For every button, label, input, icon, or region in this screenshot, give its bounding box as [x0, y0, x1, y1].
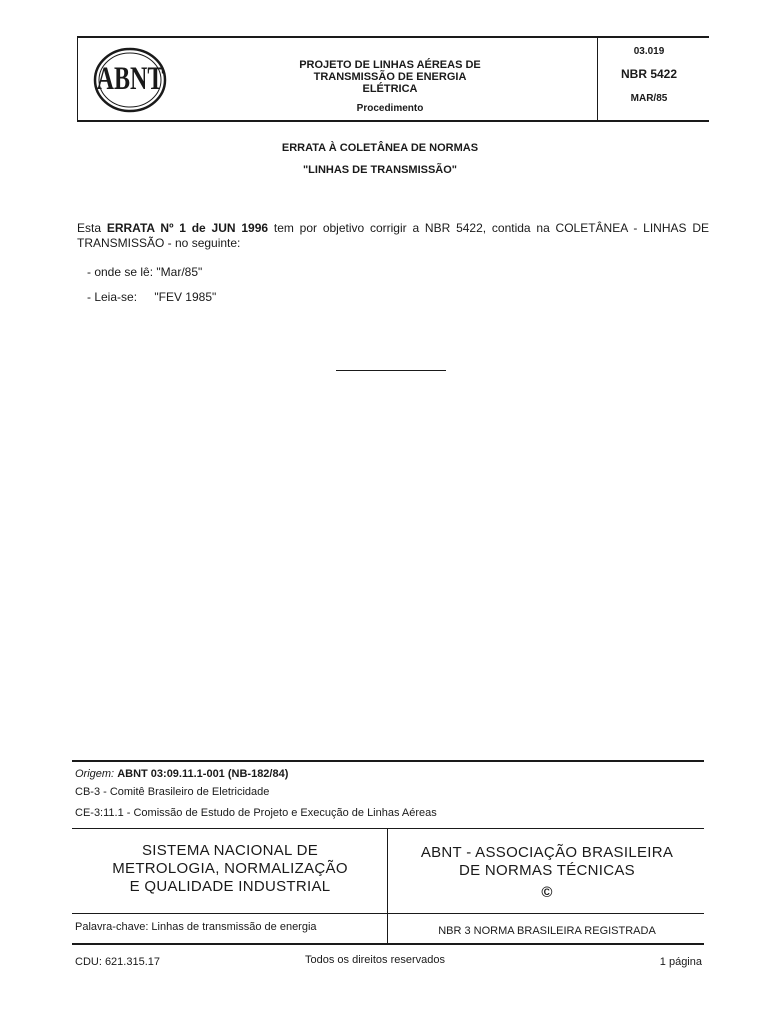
intro-prefix: Esta [77, 221, 102, 235]
ce-line: CE-3:11.1 - Comissão de Estudo de Projeto e Execução de Linhas Aéreas [75, 807, 437, 819]
header-divider [597, 36, 598, 122]
document-subtitle: Procedimento [356, 103, 424, 114]
item2-label: - Leia-se: [87, 290, 138, 304]
document-title-line-1: PROJETO DE LINHAS AÉREAS DE [299, 59, 481, 71]
origem-value: ABNT 03:09.11.1-001 (NB-182/84) [117, 768, 289, 780]
sinmetro-line-1: SISTEMA NACIONAL DE [141, 842, 319, 859]
origem-label: Origem: [75, 768, 115, 780]
origem-line [75, 768, 288, 780]
item1-label: - onde se lê: [87, 265, 154, 279]
abnt-name-line-2: DE NORMAS TÉCNICAS [459, 862, 635, 879]
abnt-name-line-1: ABNT - ASSOCIAÇÃO BRASILEIRA [420, 844, 674, 861]
institution-divider [387, 828, 388, 943]
document-code: 03.019 [633, 46, 665, 57]
sinmetro-line-2: METROLOGIA, NORMALIZAÇÃO [112, 860, 348, 877]
header-top-rule [77, 36, 709, 38]
registered-standard: NBR 3 NORMA BRASILEIRA REGISTRADA [438, 925, 656, 937]
document-title-line-3: ELÉTRICA [362, 83, 418, 95]
item1-value: "Mar/85" [156, 265, 203, 279]
footer-top-rule [72, 760, 704, 762]
abnt-logo-text: ABNT [96, 61, 164, 98]
sinmetro-line-3: E QUALIDADE INDUSTRIAL [129, 878, 331, 895]
errata-title-line-1: ERRATA À COLETÂNEA DE NORMAS [281, 142, 479, 154]
intro-text: tem por objetivo corrigir a NBR 5422, contida na COLETÂNEA - LINHAS DE TRANSMISSÃO - no seguinte: [77, 221, 709, 250]
cdu-code: CDU: 621.315.17 [75, 956, 160, 968]
end-divider [336, 370, 446, 371]
errata-reference: ERRATA Nº 1 de JUN 1996 [106, 221, 269, 235]
page-count: 1 página [659, 956, 702, 968]
standard-number: NBR 5422 [620, 67, 678, 81]
correction-item-1 [87, 265, 202, 280]
rights-reserved: Todos os direitos reservados [305, 954, 446, 966]
header-left-border [77, 36, 78, 122]
correction-item-2 [87, 290, 216, 305]
institution-rule-bottom [72, 913, 704, 914]
copyright-icon: © [541, 884, 553, 901]
institution-rule-top [72, 828, 704, 829]
errata-intro-paragraph [77, 221, 709, 251]
document-title-line-2: TRANSMISSÃO DE ENERGIA [313, 71, 467, 83]
header-bottom-rule [77, 120, 709, 122]
abnt-logo [92, 46, 168, 114]
document-date: MAR/85 [630, 93, 668, 104]
keywords: Palavra-chave: Linhas de transmissão de energia [75, 921, 317, 933]
footer-bottom-rule [72, 943, 704, 945]
item2-value: "FEV 1985" [154, 290, 217, 304]
errata-title-line-2: "LINHAS DE TRANSMISSÃO" [302, 164, 458, 176]
cb-line: CB-3 - Comitê Brasileiro de Eletricidade [75, 786, 270, 798]
